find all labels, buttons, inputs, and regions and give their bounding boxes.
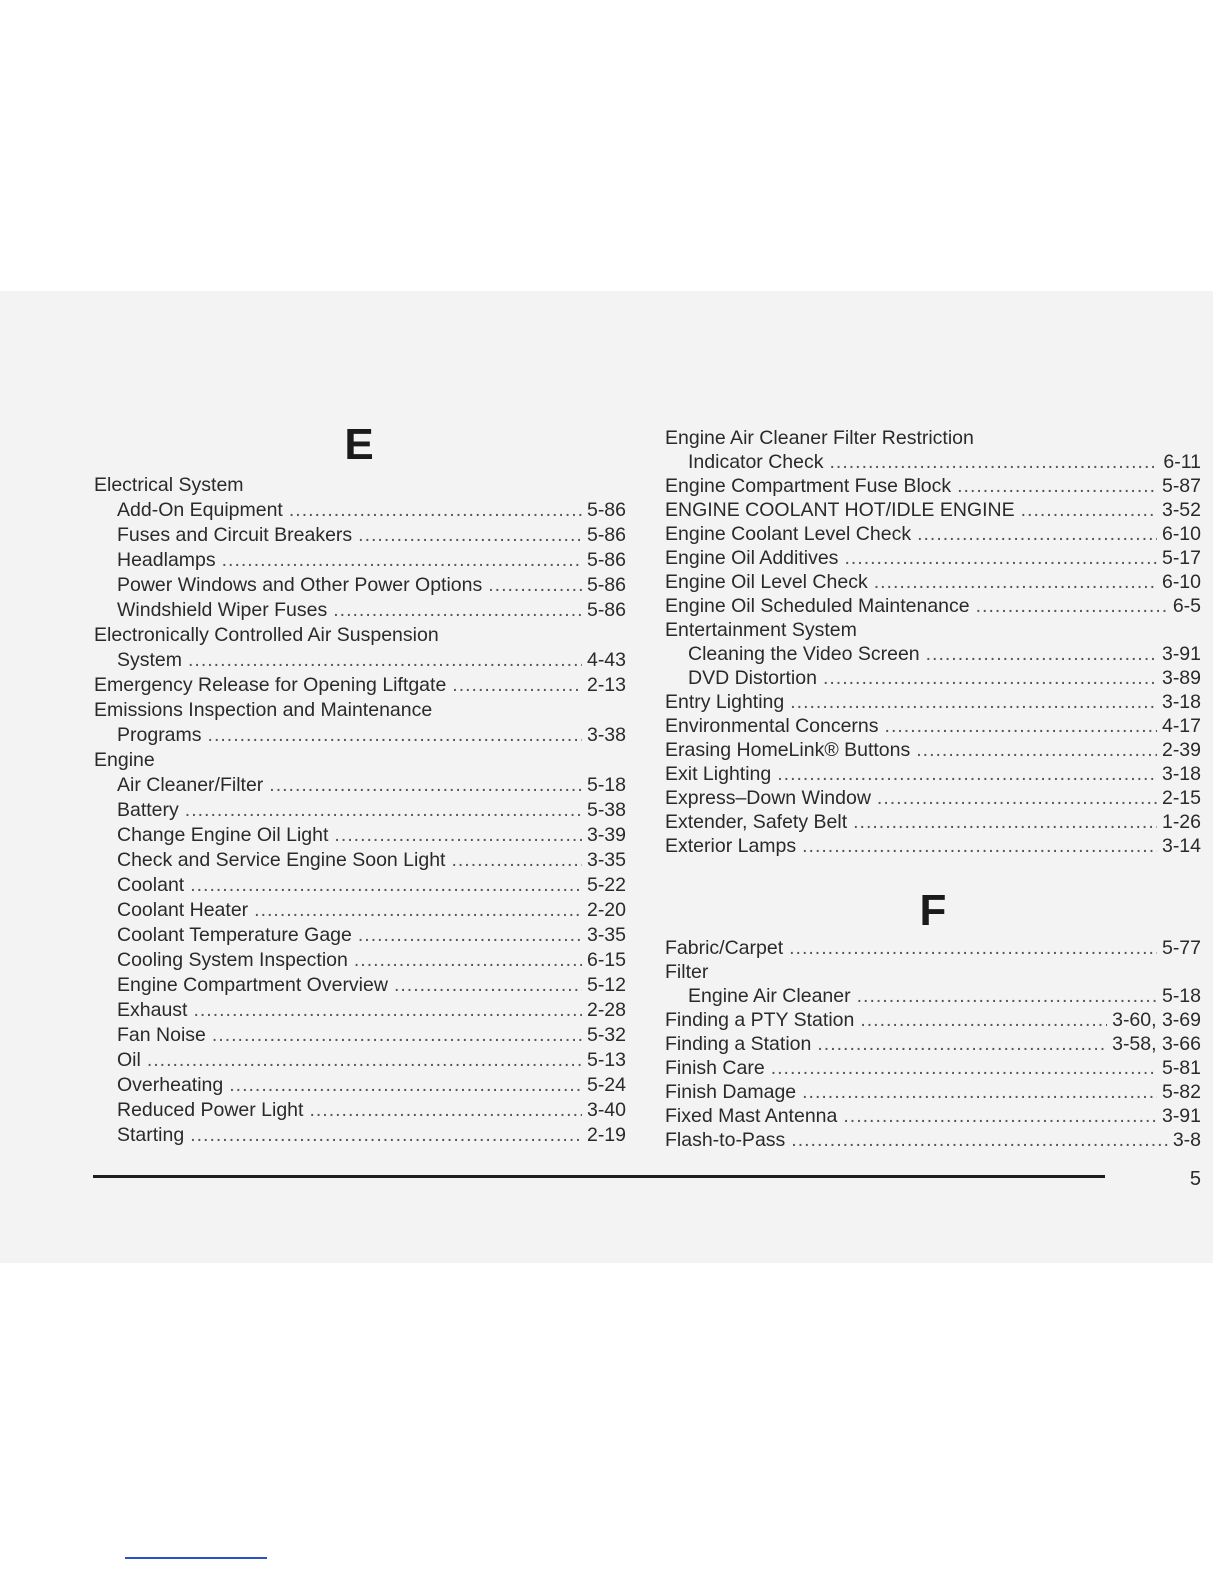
- entry-text: Starting: [117, 1124, 185, 1146]
- dot-leader: [777, 762, 1157, 786]
- dot-leader: [790, 690, 1157, 714]
- dot-leader: [451, 848, 582, 872]
- index-entry: [665, 714, 1201, 738]
- entry-text: Entry Lighting: [665, 691, 785, 713]
- index-entry: [117, 873, 626, 897]
- dot-leader: [802, 1080, 1157, 1104]
- entry-text: Air Cleaner/Filter: [117, 774, 264, 796]
- entry-page-ref: 2-39: [1161, 739, 1201, 761]
- entry-page-ref: 5-81: [1161, 1057, 1201, 1079]
- entry-text: Fuses and Circuit Breakers: [117, 524, 353, 546]
- index-entry: [665, 936, 1201, 960]
- dot-leader: [885, 714, 1157, 738]
- dot-leader: [229, 1073, 582, 1097]
- entry-text: Add-On Equipment: [117, 499, 283, 521]
- entry-text: Engine Air Cleaner Filter Restriction: [665, 427, 974, 449]
- index-entry: [117, 848, 626, 872]
- entry-text: Flash-to-Pass: [665, 1129, 786, 1151]
- entry-page-ref: 3-8: [1172, 1129, 1201, 1151]
- entry-text: Finish Damage: [665, 1081, 797, 1103]
- index-entry: [665, 1104, 1201, 1128]
- index-entry: [665, 810, 1201, 834]
- entry-text: System: [117, 649, 183, 671]
- entry-page-ref: 5-86: [586, 499, 626, 521]
- entry-text: Electrical System: [94, 474, 244, 496]
- entry-page-ref: 5-12: [586, 974, 626, 996]
- entry-text: Finding a Station: [665, 1033, 812, 1055]
- index-entry: [117, 1023, 626, 1047]
- entry-page-ref: 5-38: [586, 799, 626, 821]
- entry-text: Coolant Temperature Gage: [117, 924, 352, 946]
- dot-leader: [354, 948, 582, 972]
- index-entry: [117, 548, 626, 572]
- index-entry: [117, 998, 626, 1022]
- index-entry: [688, 984, 1201, 1008]
- index-entry: [665, 1032, 1201, 1056]
- entry-text: Cooling System Inspection: [117, 949, 348, 971]
- dot-leader: [1021, 498, 1157, 522]
- dot-leader: [452, 673, 582, 697]
- index-entry: [665, 546, 1201, 570]
- entry-page-ref: 5-87: [1161, 475, 1201, 497]
- index-entry: [665, 690, 1201, 714]
- entry-text: Exit Lighting: [665, 763, 772, 785]
- entry-page-ref: 5-32: [586, 1024, 626, 1046]
- entry-page-ref: 2-19: [586, 1124, 626, 1146]
- dot-leader: [185, 798, 582, 822]
- index-entry: [117, 773, 626, 797]
- entry-text: Entertainment System: [665, 619, 857, 641]
- dot-leader: [843, 1104, 1157, 1128]
- dot-leader: [817, 1032, 1107, 1056]
- entry-page-ref: 3-91: [1161, 643, 1201, 665]
- index-entry: [117, 798, 626, 822]
- entry-text: Emergency Release for Opening Liftgate: [94, 674, 447, 696]
- entry-text: Finding a PTY Station: [665, 1009, 855, 1031]
- dot-leader: [860, 1008, 1107, 1032]
- index-entry: [117, 523, 626, 547]
- index-entry: [94, 698, 626, 722]
- index-entry: [665, 1128, 1201, 1152]
- dot-leader: [289, 498, 582, 522]
- dot-leader: [188, 648, 582, 672]
- entry-page-ref: 5-24: [586, 1074, 626, 1096]
- dot-leader: [334, 823, 582, 847]
- entry-text: DVD Distortion: [688, 667, 817, 689]
- dot-leader: [193, 998, 582, 1022]
- entry-page-ref: 2-15: [1161, 787, 1201, 809]
- entry-page-ref: 5-77: [1161, 937, 1201, 959]
- index-entry: [117, 498, 626, 522]
- dot-leader: [269, 773, 582, 797]
- dot-leader: [917, 522, 1157, 546]
- entry-page-ref: 5-82: [1161, 1081, 1201, 1103]
- entry-page-ref: 6-11: [1163, 451, 1201, 473]
- index-entry: [665, 960, 1201, 984]
- index-entry: [94, 623, 626, 647]
- dot-leader: [916, 738, 1157, 762]
- dot-leader: [802, 834, 1157, 858]
- dot-leader: [358, 923, 582, 947]
- section-letter-e: E: [344, 420, 374, 469]
- index-entry: [117, 1073, 626, 1097]
- entry-page-ref: 3-35: [586, 924, 626, 946]
- dot-leader: [190, 1123, 582, 1147]
- entry-page-ref: 5-22: [586, 874, 626, 896]
- dot-leader: [488, 573, 582, 597]
- entry-page-ref: 4-43: [586, 649, 626, 671]
- dot-leader: [976, 594, 1168, 618]
- dot-leader: [212, 1023, 582, 1047]
- entry-text: Fan Noise: [117, 1024, 206, 1046]
- entry-page-ref: 3-91: [1161, 1105, 1201, 1127]
- entry-page-ref: 2-20: [586, 899, 626, 921]
- entry-text: Change Engine Oil Light: [117, 824, 329, 846]
- entry-page-ref: 5-86: [586, 524, 626, 546]
- index-entry: [117, 823, 626, 847]
- index-entry: [665, 618, 1201, 642]
- index-entry: [665, 762, 1201, 786]
- entry-page-ref: 3-18: [1161, 691, 1201, 713]
- entry-page-ref: 5-18: [1161, 985, 1201, 1007]
- entry-page-ref: 4-17: [1161, 715, 1201, 737]
- index-entry: [665, 498, 1201, 522]
- entry-text: Engine Oil Level Check: [665, 571, 868, 593]
- entry-page-ref: 6-15: [586, 949, 626, 971]
- entry-text: Oil: [117, 1049, 141, 1071]
- entry-text: Windshield Wiper Fuses: [117, 599, 328, 621]
- index-entry: [117, 648, 626, 672]
- entry-text: Headlamps: [117, 549, 216, 571]
- index-entry: [117, 898, 626, 922]
- entry-text: Extender, Safety Belt: [665, 811, 848, 833]
- dot-leader: [877, 786, 1157, 810]
- entry-text: Engine Oil Additives: [665, 547, 839, 569]
- index-entry: [665, 1080, 1201, 1104]
- entry-page-ref: 5-18: [586, 774, 626, 796]
- entry-page-ref: 3-18: [1161, 763, 1201, 785]
- entry-page-ref: 3-52: [1161, 499, 1201, 521]
- entry-text: Engine Air Cleaner: [688, 985, 851, 1007]
- entry-text: Programs: [117, 724, 202, 746]
- dot-leader: [254, 898, 582, 922]
- entry-text: Electronically Controlled Air Suspension: [94, 624, 439, 646]
- entry-page-ref: 5-13: [586, 1049, 626, 1071]
- entry-text: Fabric/Carpet: [665, 937, 784, 959]
- index-entry: [117, 973, 626, 997]
- index-entry: [94, 748, 626, 772]
- entry-page-ref: 2-13: [586, 674, 626, 696]
- section-letter-f: F: [919, 886, 947, 935]
- footer-rule: [93, 1175, 1105, 1178]
- dot-leader: [333, 598, 582, 622]
- index-entry: [688, 666, 1201, 690]
- dot-leader: [147, 1048, 582, 1072]
- entry-text: Engine Coolant Level Check: [665, 523, 912, 545]
- entry-text: Engine Oil Scheduled Maintenance: [665, 595, 970, 617]
- entry-text: Filter: [665, 961, 709, 983]
- entry-text: Reduced Power Light: [117, 1099, 304, 1121]
- entry-page-ref: 3-40: [586, 1099, 626, 1121]
- entry-page-ref: 3-89: [1161, 667, 1201, 689]
- entry-page-ref: 3-39: [586, 824, 626, 846]
- dot-leader: [358, 523, 582, 547]
- dot-leader: [190, 873, 582, 897]
- dot-leader: [394, 973, 582, 997]
- index-entry: [117, 948, 626, 972]
- entry-text: Erasing HomeLink® Buttons: [665, 739, 911, 761]
- dot-leader: [874, 570, 1157, 594]
- dot-leader: [829, 450, 1158, 474]
- entry-text: ENGINE COOLANT HOT/IDLE ENGINE: [665, 499, 1015, 521]
- index-page: [0, 291, 1213, 1263]
- entry-page-ref: 3-60, 3-69: [1112, 1009, 1201, 1031]
- index-entry: [665, 1056, 1201, 1080]
- dot-leader: [857, 984, 1157, 1008]
- dot-leader: [771, 1056, 1157, 1080]
- entry-page-ref: 2-28: [586, 999, 626, 1021]
- index-entry: [688, 642, 1201, 666]
- index-entry: [665, 594, 1201, 618]
- index-entry: [665, 474, 1201, 498]
- index-entry: [665, 522, 1201, 546]
- dot-leader: [957, 474, 1157, 498]
- entry-page-ref: 5-17: [1161, 547, 1201, 569]
- dot-leader: [208, 723, 582, 747]
- dot-leader: [853, 810, 1157, 834]
- entry-text: Express–Down Window: [665, 787, 871, 809]
- dot-leader: [789, 936, 1157, 960]
- page-number: 5: [1189, 1168, 1201, 1190]
- bottom-link-underline: [125, 1557, 267, 1559]
- entry-page-ref: 3-35: [586, 849, 626, 871]
- entry-page-ref: 5-86: [586, 599, 626, 621]
- entry-text: Coolant: [117, 874, 185, 896]
- index-entry: [117, 923, 626, 947]
- entry-text: Fixed Mast Antenna: [665, 1105, 838, 1127]
- entry-page-ref: 5-86: [586, 574, 626, 596]
- entry-text: Indicator Check: [688, 451, 824, 473]
- entry-page-ref: 6-5: [1172, 595, 1201, 617]
- entry-page-ref: 6-10: [1161, 523, 1201, 545]
- index-entry: [94, 473, 626, 497]
- entry-page-ref: 3-14: [1161, 835, 1201, 857]
- entry-page-ref: 5-86: [586, 549, 626, 571]
- index-entry: [94, 673, 626, 697]
- entry-page-ref: 6-10: [1161, 571, 1201, 593]
- index-entry: [688, 450, 1201, 474]
- index-entry: [117, 1098, 626, 1122]
- dot-leader: [791, 1128, 1168, 1152]
- entry-text: Engine Compartment Overview: [117, 974, 388, 996]
- index-entry: [117, 573, 626, 597]
- index-entry: [665, 738, 1201, 762]
- dot-leader: [823, 666, 1157, 690]
- entry-text: Coolant Heater: [117, 899, 249, 921]
- dot-leader: [309, 1098, 582, 1122]
- index-entry: [665, 786, 1201, 810]
- entry-page-ref: 3-58, 3-66: [1112, 1033, 1201, 1055]
- entry-text: Battery: [117, 799, 179, 821]
- entry-text: Check and Service Engine Soon Light: [117, 849, 446, 871]
- dot-leader: [926, 642, 1157, 666]
- index-entry: [665, 834, 1201, 858]
- entry-page-ref: 1-26: [1161, 811, 1201, 833]
- entry-text: Engine: [94, 749, 155, 771]
- index-entry: [117, 1048, 626, 1072]
- entry-text: Exhaust: [117, 999, 188, 1021]
- entry-text: Cleaning the Video Screen: [688, 643, 920, 665]
- entry-text: Emissions Inspection and Maintenance: [94, 699, 433, 721]
- dot-leader: [844, 546, 1157, 570]
- index-entry: [665, 426, 1201, 450]
- index-entry: [665, 1008, 1201, 1032]
- index-entry: [665, 570, 1201, 594]
- entry-text: Exterior Lamps: [665, 835, 797, 857]
- entry-text: Finish Care: [665, 1057, 765, 1079]
- entry-text: Environmental Concerns: [665, 715, 879, 737]
- entry-text: Overheating: [117, 1074, 224, 1096]
- entry-page-ref: 3-38: [586, 724, 626, 746]
- index-entry: [117, 598, 626, 622]
- index-entry: [117, 1123, 626, 1147]
- index-entry: [117, 723, 626, 747]
- entry-text: Power Windows and Other Power Options: [117, 574, 483, 596]
- entry-text: Engine Compartment Fuse Block: [665, 475, 952, 497]
- dot-leader: [222, 548, 582, 572]
